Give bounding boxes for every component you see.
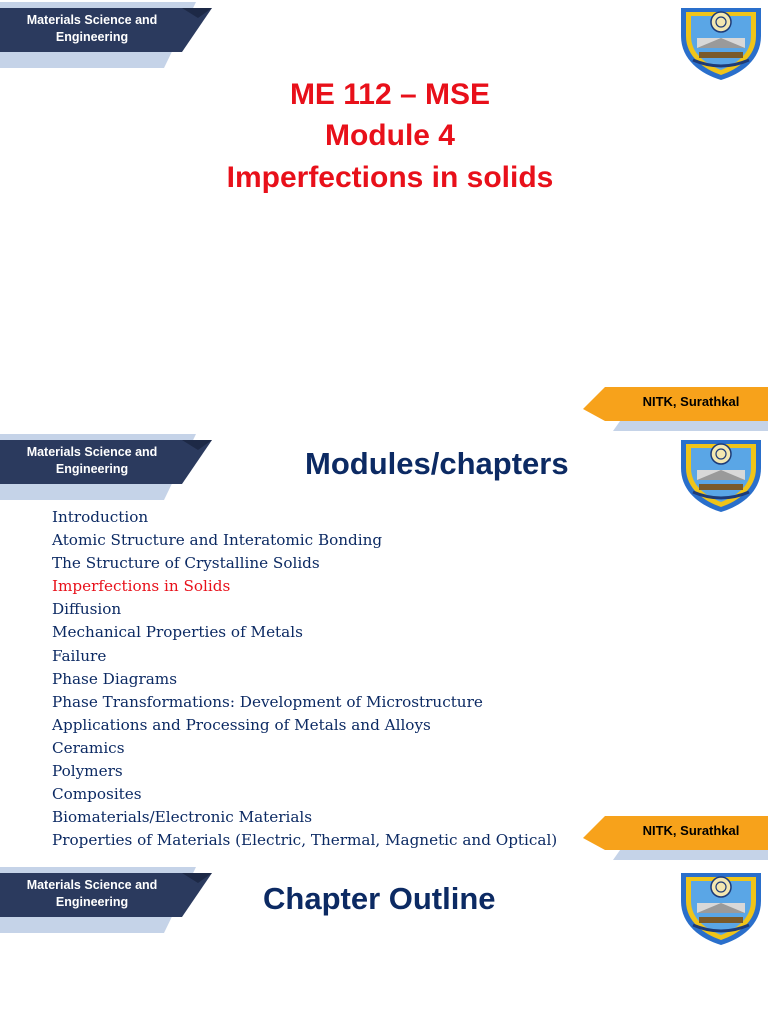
footer-tag bbox=[583, 383, 768, 431]
chapter-item: Diffusion bbox=[52, 600, 122, 619]
banner-text: Materials Science and Engineering bbox=[26, 878, 158, 909]
chapter-item: Failure bbox=[52, 646, 107, 665]
slide-chapter-outline bbox=[0, 865, 768, 1024]
slide-title: Modules/chapters bbox=[305, 446, 569, 481]
chapter-item: Composites bbox=[52, 785, 142, 804]
chapter-item: Introduction bbox=[52, 508, 149, 526]
slide-title bbox=[0, 0, 768, 432]
module-title-line-2: Module 4 bbox=[324, 119, 455, 152]
chapter-item: Atomic Structure and Interatomic Bonding bbox=[52, 531, 383, 550]
slide-modules bbox=[0, 432, 768, 865]
header-banner bbox=[0, 865, 214, 933]
header-banner bbox=[0, 0, 214, 68]
module-title-line-1: ME 112 – MSE bbox=[289, 78, 491, 111]
banner-text: Materials Science and Engineering bbox=[26, 445, 158, 476]
banner-text: Materials Science and Engineering bbox=[26, 13, 158, 44]
header-banner bbox=[0, 432, 214, 500]
chapter-item: The Structure of Crystalline Solids bbox=[52, 554, 320, 573]
chapter-item: Mechanical Properties of Metals bbox=[52, 623, 303, 642]
chapter-item: Applications and Processing of Metals and Alloys bbox=[52, 715, 431, 734]
chapter-item: Biomaterials/Electronic Materials bbox=[52, 808, 313, 827]
chapter-item: Phase Diagrams bbox=[52, 669, 177, 688]
chapter-item-current: Imperfections in Solids bbox=[52, 577, 231, 596]
chapter-item: Properties of Materials (Electric, Thermal, Magnetic and Optical) bbox=[52, 831, 558, 850]
chapter-item: Polymers bbox=[52, 762, 123, 781]
footer-text: NITK, Surathkal bbox=[642, 394, 740, 409]
footer-text: NITK, Surathkal bbox=[642, 823, 740, 838]
nitk-crest-icon bbox=[675, 434, 767, 512]
nitk-crest-icon bbox=[675, 867, 767, 945]
module-title-line-3: Imperfections in solids bbox=[226, 161, 554, 194]
chapter-item: Ceramics bbox=[52, 738, 125, 757]
footer-tag bbox=[583, 812, 768, 860]
slide-title: Chapter Outline bbox=[263, 881, 496, 916]
chapter-item: Phase Transformations: Development of Microstructure bbox=[52, 692, 483, 711]
chapter-list bbox=[52, 506, 557, 852]
nitk-crest-icon bbox=[675, 2, 767, 80]
